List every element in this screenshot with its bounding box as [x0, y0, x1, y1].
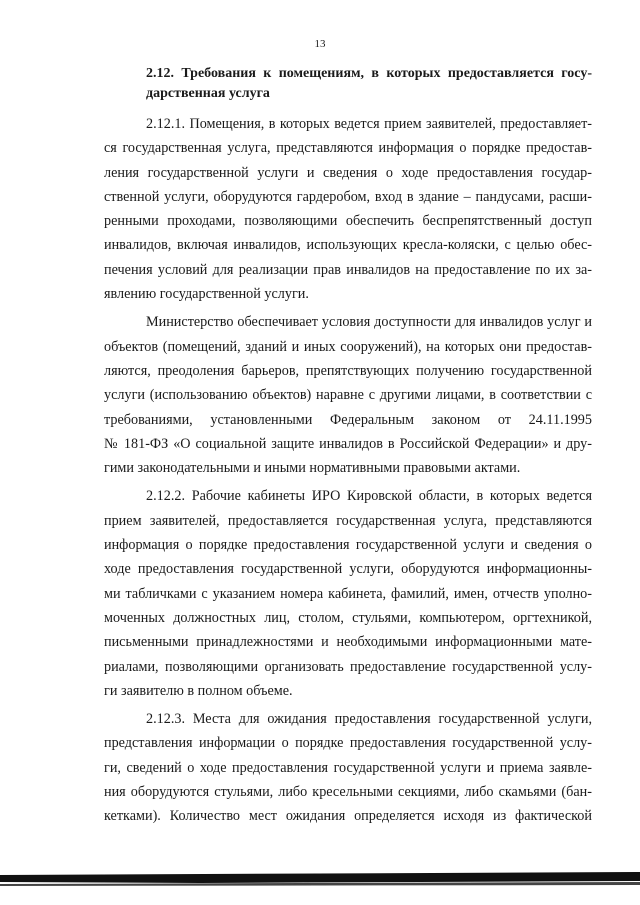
text-line: риалами, позволяющими организовать предоставление государственной услу- [104, 658, 592, 675]
text-line: гими законодательными и иными нормативными правовыми актами. [104, 460, 521, 477]
text-line: Министерство обеспечивает условия доступности для инвалидов услуг и [146, 314, 592, 331]
text-line: ся государственная услуга, представляются информация о порядке предостав- [104, 140, 592, 157]
text-line: ги заявителю в полном объеме. [104, 682, 293, 699]
text-line: явлению государственной услуги. [104, 286, 309, 303]
text-line: представления информации о порядке предоставления государственной услу- [104, 735, 592, 752]
paragraph-ministry [104, 310, 592, 480]
scan-edge-bar [0, 870, 640, 886]
text-line: № 181-ФЗ «О социальной защите инвалидов в Российской Федерации» и дру- [104, 435, 592, 452]
heading-line-2: дарственная услуга [146, 86, 270, 101]
paragraph-2-12-1 [104, 112, 592, 306]
text-line: кетками). Количество мест ожидания определяется исходя из фактической [104, 808, 592, 825]
paragraph-2-12-2 [104, 484, 592, 703]
text-line: инвалидов, включая инвалидов, использующих кресла-коляски, с целью обес- [104, 237, 592, 254]
text-line: 2.12.3. Места для ожидания предоставления государственной услуги, [146, 711, 592, 728]
text-line: письменными принадлежностями и необходимыми информационными мате- [104, 634, 592, 651]
heading-line-1: 2.12. Требования к помещениям, в которых предоставляется госу- [146, 66, 592, 81]
section-heading [146, 64, 592, 104]
text-line: ренными проходами, позволяющими обеспечить беспрепятственный доступ [104, 213, 592, 230]
text-line: объектов (помещений, зданий и иных сооружений), на которых они предостав- [104, 338, 592, 355]
page-number: 13 [314, 38, 326, 50]
text-line: моченных должностных лиц, столом, стульями, компьютером, оргтехникой, [104, 609, 592, 626]
text-line: информация о порядке предоставления государственной услуги и сведения о [104, 537, 592, 554]
paragraph-2-12-3 [104, 707, 592, 828]
text-line: 2.12.2. Рабочие кабинеты ИРО Кировской области, в которых ведется [146, 488, 592, 505]
text-line: 2.12.1. Помещения, в которых ведется прием заявителей, предоставляет- [146, 116, 592, 132]
text-line: печения условий для реализации прав инвалидов на предоставление по их за- [104, 261, 592, 278]
text-line: требованиями, установленными Федеральным законом от 24.11.1995 [104, 411, 592, 428]
text-line: ления государственной услуги и сведения о ходе предоставления государ- [104, 164, 592, 181]
text-line: ходе предоставления государственной услуги, оборудуются информационны- [104, 561, 592, 578]
text-line: ми табличками с указанием номера кабинета, фамилий, имен, отчеств уполно- [104, 585, 592, 602]
text-line: ляются, преодоления барьеров, препятствующих получению государственной [104, 362, 592, 379]
text-line: прием заявителей, предоставляется государственная услуга, представляются [104, 512, 592, 529]
text-line: ственной услуги, оборудуются гардеробом, вход в здание – пандусами, расши- [104, 188, 592, 205]
text-line: услуги (использованию объектов) наравне с другими лицами, в соответствии с [104, 387, 592, 404]
body-text [104, 112, 592, 833]
text-line: ния оборудуются стульями, либо кресельными секциями, либо скамьями (бан- [104, 784, 592, 801]
text-line: ги, сведений о ходе предоставления государственной услуги и приема заявле- [104, 759, 592, 776]
